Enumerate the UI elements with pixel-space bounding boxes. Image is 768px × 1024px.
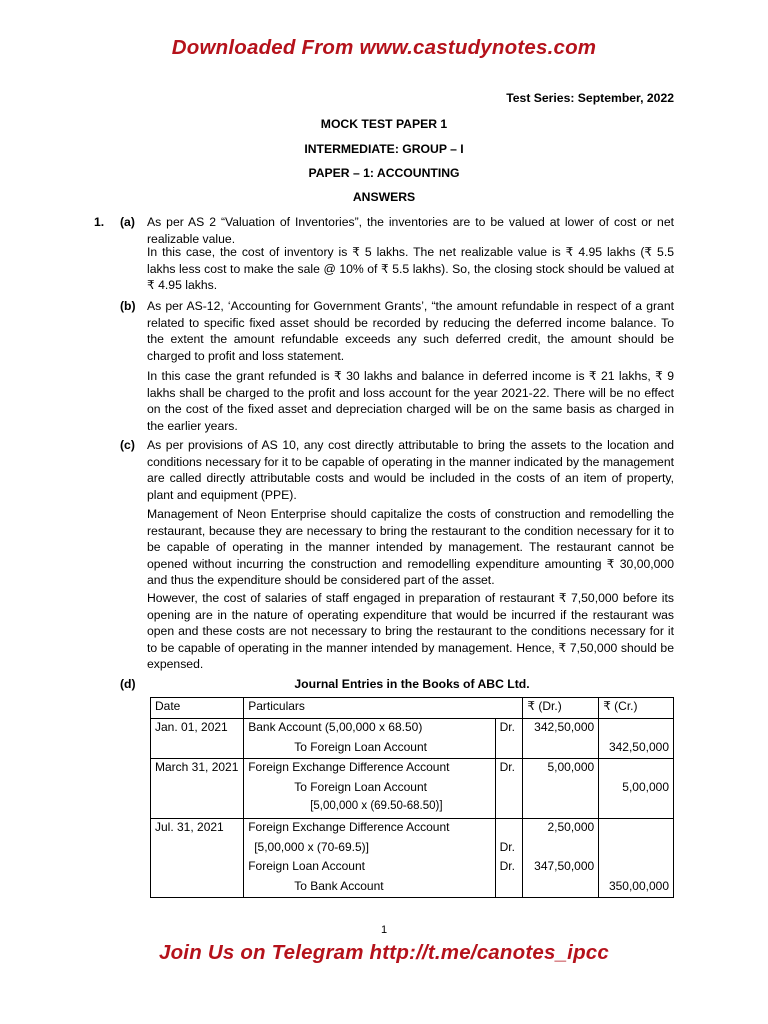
part-a-label: (a)	[120, 215, 135, 229]
row-date: Jan. 01, 2021	[151, 719, 244, 739]
row-date	[151, 779, 244, 799]
row-credit: 342,50,000	[599, 739, 674, 759]
row-particulars: Foreign Exchange Difference Account	[244, 759, 495, 779]
row-credit	[599, 759, 674, 779]
row-dr: Dr.	[495, 839, 523, 859]
test-series-label: Test Series: September, 2022	[506, 91, 674, 105]
header-debit: ₹ (Dr.)	[523, 698, 599, 719]
row-date	[151, 798, 244, 818]
row-particulars: To Foreign Loan Account	[244, 739, 495, 759]
row-debit: 342,50,000	[523, 719, 599, 739]
row-dr	[495, 878, 523, 898]
row-debit	[523, 878, 599, 898]
table-row	[151, 719, 674, 739]
row-debit	[523, 739, 599, 759]
row-particulars: Foreign Exchange Difference Account	[244, 818, 495, 838]
header-date: Date	[151, 698, 244, 719]
journal-header-row	[151, 698, 674, 719]
row-debit	[523, 839, 599, 859]
row-dr	[495, 779, 523, 799]
table-row	[151, 858, 674, 878]
row-debit	[523, 779, 599, 799]
table-row	[151, 779, 674, 799]
row-dr	[495, 818, 523, 838]
row-dr	[495, 798, 523, 818]
row-credit	[599, 858, 674, 878]
row-dr: Dr.	[495, 858, 523, 878]
row-date	[151, 858, 244, 878]
question-number: 1.	[94, 215, 105, 229]
row-particulars: Foreign Loan Account	[244, 858, 495, 878]
part-b-para-2: In this case the grant refunded is ₹ 30 lakhs and balance in deferred income is ₹ 21 lakhs, ₹ 9 lakhs shall be charged to the profit and loss account for the year 2021-22. There will be no effect on the cost of the fixed asset and depreciation charged will be on the same basis as charged in the earlier years.	[147, 369, 674, 433]
row-credit	[599, 719, 674, 739]
journal-table	[150, 697, 674, 898]
row-debit: 2,50,000	[523, 818, 599, 838]
part-d-label: (d)	[120, 677, 136, 691]
row-dr: Dr.	[495, 759, 523, 779]
table-row	[151, 759, 674, 779]
row-dr	[495, 739, 523, 759]
group-heading: INTERMEDIATE: GROUP – I	[304, 142, 464, 156]
row-particulars: To Bank Account	[244, 878, 495, 898]
row-particulars: [5,00,000 x (69.50-68.50)]	[244, 798, 495, 818]
row-dr: Dr.	[495, 719, 523, 739]
mock-test-heading: MOCK TEST PAPER 1	[320, 117, 448, 131]
page-number: 1	[380, 924, 388, 936]
part-a-para-2: In this case, the cost of inventory is ₹ 5 lakhs. The net realizable value is ₹ 4.95 lakhs (₹ 5.5 lakhs less cost to make the sale @ 10% of ₹ 5.5 lakhs). So, the closing stock should be valued at ₹ 4.95 lakhs.	[147, 245, 674, 293]
download-banner: Downloaded From www.castudynotes.com	[171, 36, 597, 59]
row-credit: 5,00,000	[599, 779, 674, 799]
table-row	[151, 739, 674, 759]
row-date	[151, 839, 244, 859]
paper-heading: PAPER – 1: ACCOUNTING	[308, 166, 460, 180]
part-c-para-3: However, the cost of salaries of staff engaged in preparation of restaurant ₹ 7,50,000 before its opening are in the nature of operating expenditure that would be incurred if the restaurant was open and these costs are not necessary to bring the restaurant to the conditions necessary for it to be capable of operating in the manner intended by management. Hence, ₹ 7,50,000 should be expensed.	[147, 591, 674, 672]
row-particulars: [5,00,000 x (70-69.5)]	[244, 839, 495, 859]
row-particulars: To Foreign Loan Account	[244, 779, 495, 799]
row-date	[151, 878, 244, 898]
row-debit	[523, 798, 599, 818]
row-debit: 5,00,000	[523, 759, 599, 779]
row-date: March 31, 2021	[151, 759, 244, 779]
row-debit: 347,50,000	[523, 858, 599, 878]
row-credit	[599, 818, 674, 838]
part-c-para-2: Management of Neon Enterprise should capitalize the costs of construction and remodelling the restaurant, because they are necessary to bring the restaurant to the condition necessary for it to be capable of operating in the manner intended by management. The restaurant cannot be opened without incurring the construction and remodelling expenditure amounting ₹ 30,00,000 and thus the expenditure should be considered part of the asset.	[147, 507, 674, 588]
table-row	[151, 839, 674, 859]
header-particulars: Particulars	[244, 698, 523, 719]
header-credit: ₹ (Cr.)	[599, 698, 674, 719]
answers-heading: ANSWERS	[352, 190, 416, 204]
part-c-label: (c)	[120, 438, 135, 452]
row-particulars: Bank Account (5,00,000 x 68.50)	[244, 719, 495, 739]
journal-table-title: Journal Entries in the Books of ABC Ltd.	[294, 677, 530, 691]
telegram-banner: Join Us on Telegram http://t.me/canotes_ipcc	[158, 941, 610, 964]
table-row	[151, 878, 674, 898]
row-date	[151, 739, 244, 759]
part-b-label: (b)	[120, 299, 136, 313]
part-c-para-1: As per provisions of AS 10, any cost directly attributable to bring the assets to the location and conditions necessary for it to be capable of operating in the manner indicated by the management are called directly attributable costs and would be included in the costs of an item of property, plant and equipment (PPE).	[147, 438, 674, 502]
table-row	[151, 798, 674, 818]
row-credit: 350,00,000	[599, 878, 674, 898]
part-b-para-1: As per AS-12, ‘Accounting for Government Grants’, “the amount refundable in respect of a grant related to specific fixed asset should be recorded by reducing the deferred income balance. To the extent the amount refundable exceeds any such deferred credit, the amount should be charged to profit and loss statement.	[147, 299, 674, 363]
part-a-para-1: As per AS 2 “Valuation of Inventories”, the inventories are to be valued at lower of cost or net realizable value.	[147, 215, 674, 246]
row-credit	[599, 839, 674, 859]
table-row	[151, 818, 674, 838]
row-date: Jul. 31, 2021	[151, 818, 244, 838]
row-credit	[599, 798, 674, 818]
